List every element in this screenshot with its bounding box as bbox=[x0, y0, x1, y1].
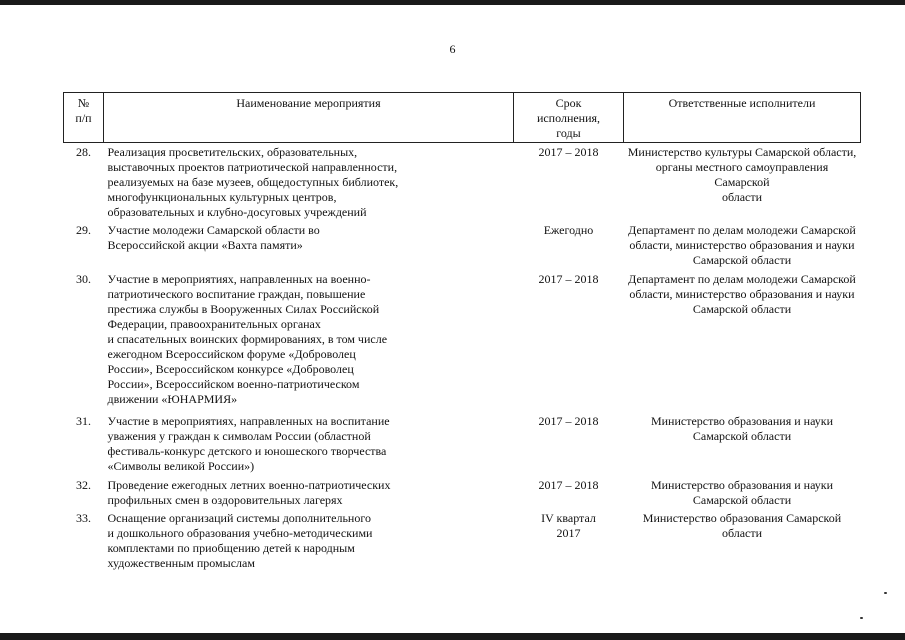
event-term: 2017 – 2018 bbox=[538, 271, 599, 286]
event-responsible: Департамент по делам молодежи Самарской области, министерство образования и науки Самарской области bbox=[628, 271, 856, 316]
event-name: Реализация просветительских, образовательных, выставочных проектов патриотической направленности, реализуемых на базе музеев, общедоступных библиотек, многофункциональных культурных центров, образовательных и клубно-досуговых учреждений bbox=[107, 145, 399, 219]
event-name: Участие в мероприятиях, направленных на военно- патриотического воспитание граждан, повышение престижа службы в Вооруженных Силах Российской Федерации, правоохранительных органах и спасательных воинских формированиях, в том числе ежегодном Всероссийском форуме «Доброволец России», Всероссийском конкурсе «Доброволец России», Всероссийском военно-патриотическом движении «ЮНАРМИЯ» bbox=[107, 271, 388, 406]
event-term: 2017 – 2018 bbox=[538, 413, 599, 428]
event-responsible: Министерство образования Самарской области bbox=[642, 510, 842, 540]
event-responsible: Министерство культуры Самарской области, органы местного самоуправления Самарской области bbox=[627, 145, 857, 204]
header-responsible bbox=[624, 93, 861, 143]
event-name: Оснащение организаций системы дополнительного и дошкольного образования учебно-методическими комплектами по приобщению детей к народным художественным промыслам bbox=[107, 510, 373, 570]
table-row bbox=[64, 270, 861, 412]
row-number: 30. bbox=[76, 271, 91, 286]
header-term bbox=[514, 93, 624, 143]
row-number: 28. bbox=[76, 145, 91, 159]
row-number: 31. bbox=[76, 413, 91, 428]
event-term: 2017 – 2018 bbox=[538, 477, 599, 492]
event-term: 2017 – 2018 bbox=[538, 145, 599, 159]
event-term: IV квартал 2017 bbox=[541, 510, 596, 540]
table-row bbox=[64, 412, 861, 476]
scan-edge-top bbox=[0, 0, 905, 5]
row-number: 32. bbox=[76, 477, 91, 492]
header-name bbox=[104, 93, 514, 143]
event-responsible: Министерство образования и науки Самарской области bbox=[650, 413, 834, 443]
event-responsible: Министерство образования и науки Самарской области bbox=[650, 477, 834, 507]
event-term: Ежегодно bbox=[543, 222, 594, 237]
header-num bbox=[64, 93, 104, 143]
event-responsible: Департамент по делам молодежи Самарской области, министерство образования и науки Самарской области bbox=[628, 222, 856, 267]
scan-speck bbox=[884, 592, 887, 594]
table-header-row bbox=[64, 93, 861, 143]
event-name: Участие в мероприятиях, направленных на воспитание уважения у граждан к символам России (областной фестиваль-конкурс детского и юношеского творчества «Символы великой России») bbox=[107, 413, 390, 473]
row-number: 33. bbox=[76, 510, 91, 525]
row-number: 29. bbox=[76, 222, 91, 237]
table-row bbox=[64, 509, 861, 571]
header-name-text: Наименование мероприятия bbox=[236, 96, 381, 110]
header-num-text: № п/п bbox=[75, 96, 92, 125]
table-row bbox=[64, 143, 861, 221]
events-table bbox=[63, 92, 861, 571]
event-name: Проведение ежегодных летних военно-патриотических профильных смен в оздоровительных лагерях bbox=[107, 477, 391, 507]
table-row bbox=[64, 476, 861, 509]
table-row bbox=[64, 221, 861, 270]
scan-edge-bottom bbox=[0, 633, 905, 640]
header-term-text: Срок исполнения, годы bbox=[536, 96, 601, 140]
page-number: 6 bbox=[449, 42, 456, 56]
event-name: Участие молодежи Самарской области во Всероссийской акции «Вахта памяти» bbox=[107, 222, 320, 252]
header-responsible-text: Ответственные исполнители bbox=[668, 96, 816, 110]
scan-speck bbox=[860, 617, 863, 619]
